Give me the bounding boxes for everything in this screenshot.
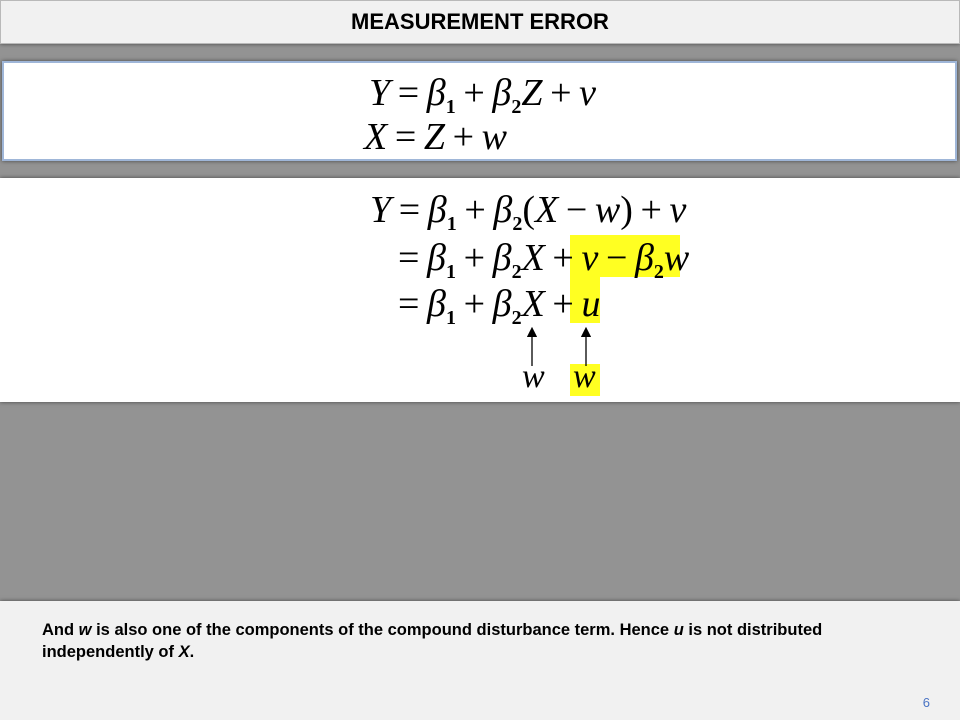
caption-panel (0, 601, 960, 720)
arrows-diagram (0, 178, 960, 402)
slide-title: MEASUREMENT ERROR (351, 9, 609, 34)
equation-measured-x: X = Z + w (364, 116, 508, 158)
label-w-left: w (522, 358, 545, 395)
model-equations-panel (2, 61, 957, 161)
caption-text: And w is also one of the components of the compound disturbance term. Hence u is not distributed independently of X. (42, 621, 823, 661)
derivation-panel (0, 178, 960, 402)
equation-final: = $\beta_1 + \beta_2X + u$ (398, 283, 601, 329)
title-bar (0, 0, 960, 44)
equation-rearranged: = $\beta_1 + \beta_2X + v - \beta_2w$ (398, 237, 690, 283)
page-number: 6 (922, 695, 930, 710)
equation-substituted: $Y = \beta_1 + \beta_2(X - w) + v$ (370, 189, 687, 235)
label-w-right: w (573, 358, 596, 395)
equation-true-model: $Y = \beta_1 + \beta_2Z + v$ (369, 72, 596, 118)
